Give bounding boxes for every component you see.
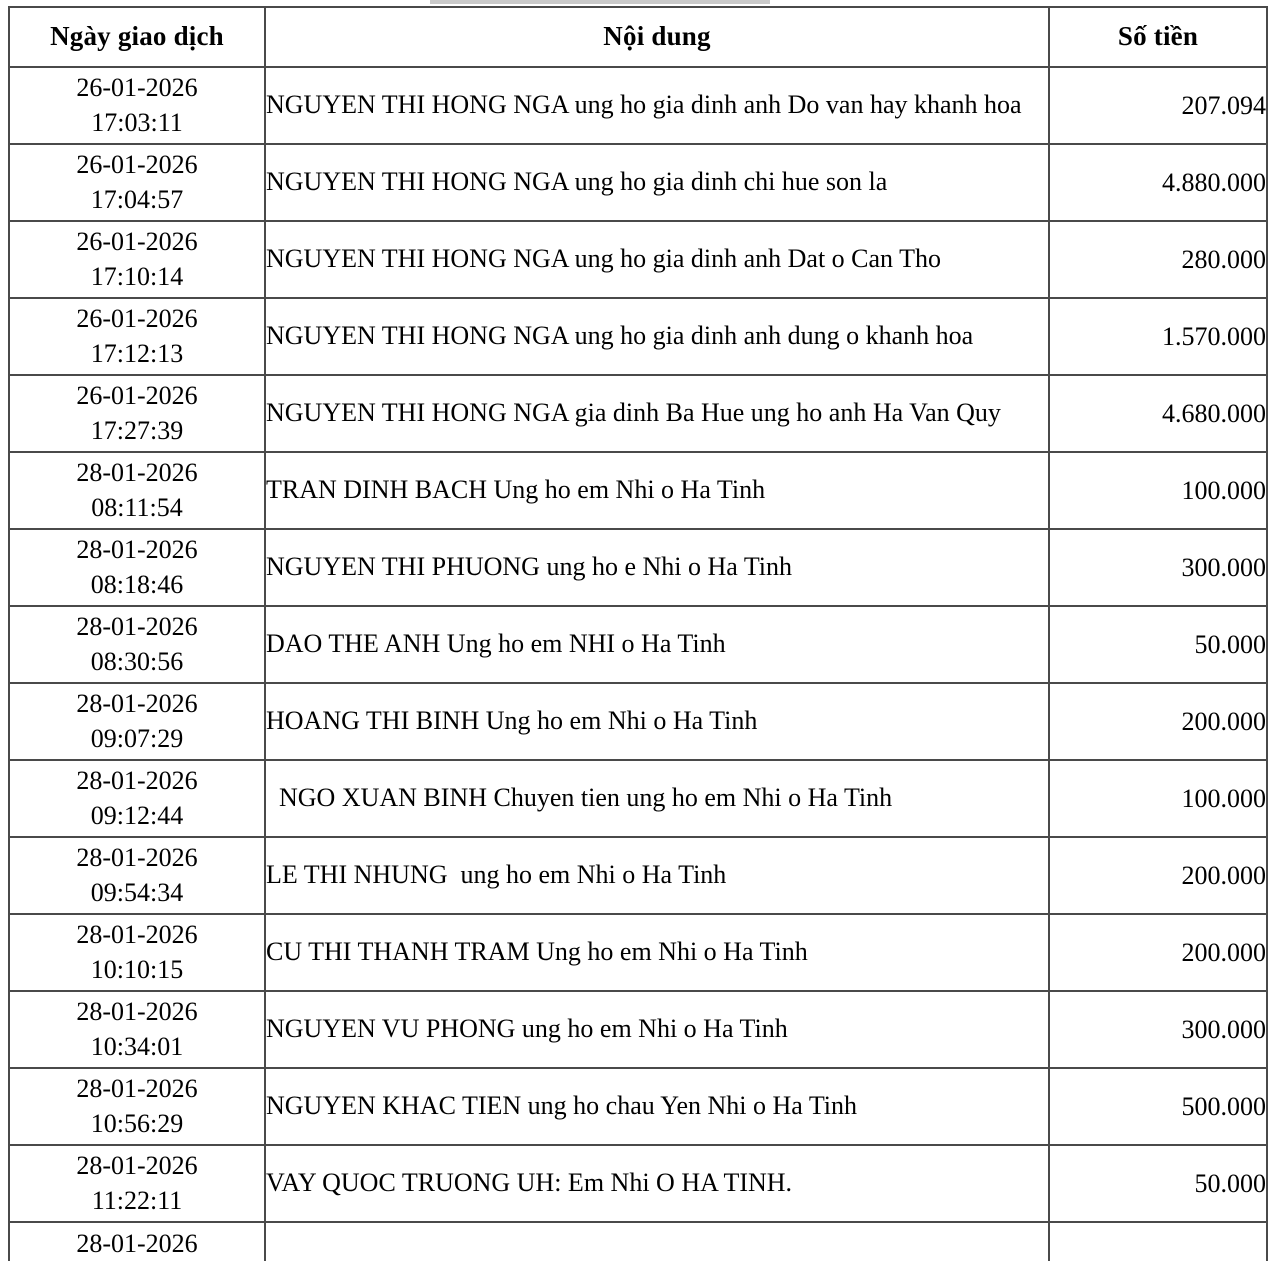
cell-transaction-date — [9, 914, 265, 991]
table-row — [9, 683, 1267, 760]
transaction-time-value: 17:04:57 — [90, 184, 184, 214]
transaction-time-value: 17:03:11 — [91, 107, 183, 137]
transaction-time-value: 08:11:54 — [91, 492, 183, 522]
transaction-table — [8, 6, 1268, 1261]
column-header-date: Ngày giao dịch — [9, 7, 265, 67]
column-header-description: Nội dung — [265, 7, 1049, 67]
cell-transaction-amount: 100.000 — [1049, 452, 1267, 529]
cell-transaction-description — [265, 1222, 1049, 1261]
scan-artifact-line — [430, 0, 770, 4]
transaction-date-value: 26-01-2026 — [76, 304, 198, 334]
transaction-time-value: 08:30:56 — [90, 646, 184, 676]
transaction-time-value: 09:12:44 — [90, 800, 184, 830]
cell-transaction-amount: 500.000 — [1049, 1068, 1267, 1145]
cell-transaction-amount: 1.570.000 — [1049, 298, 1267, 375]
cell-transaction-description: NGUYEN KHAC TIEN ung ho chau Yen Nhi o Ha Tinh — [265, 1068, 1049, 1145]
table-row — [9, 67, 1267, 144]
transaction-table-container — [8, 6, 1266, 1261]
cell-transaction-description: NGUYEN THI HONG NGA ung ho gia dinh anh Dat o Can Tho — [265, 221, 1049, 298]
cell-transaction-date — [9, 452, 265, 529]
cell-transaction-description: NGUYEN THI PHUONG ung ho e Nhi o Ha Tinh — [265, 529, 1049, 606]
table-row — [9, 298, 1267, 375]
table-row — [9, 1068, 1267, 1145]
transaction-time-value: 09:54:34 — [90, 877, 184, 907]
transaction-time-value: 17:12:13 — [90, 338, 184, 368]
cell-transaction-amount: 207.094 — [1049, 67, 1267, 144]
cell-transaction-amount: 50.000 — [1049, 1145, 1267, 1222]
table-row — [9, 452, 1267, 529]
table-row — [9, 760, 1267, 837]
cell-transaction-date — [9, 67, 265, 144]
cell-transaction-date — [9, 221, 265, 298]
cell-transaction-amount: 200.000 — [1049, 914, 1267, 991]
cell-transaction-description: NGO XUAN BINH Chuyen tien ung ho em Nhi o Ha Tinh — [265, 760, 1049, 837]
header-row — [9, 7, 1267, 67]
transaction-time-value: 17:10:14 — [90, 261, 184, 291]
cell-transaction-date — [9, 375, 265, 452]
transaction-time-value: 17:27:39 — [90, 415, 184, 445]
cell-transaction-amount: 4.680.000 — [1049, 375, 1267, 452]
transaction-time-value: 10:56:29 — [90, 1108, 184, 1138]
cell-transaction-date — [9, 991, 265, 1068]
cell-transaction-date — [9, 298, 265, 375]
cell-transaction-date — [9, 837, 265, 914]
cell-transaction-amount: 300.000 — [1049, 991, 1267, 1068]
table-row — [9, 991, 1267, 1068]
cell-transaction-description: DAO THE ANH Ung ho em NHI o Ha Tinh — [265, 606, 1049, 683]
cell-transaction-description: NGUYEN VU PHONG ung ho em Nhi o Ha Tinh — [265, 991, 1049, 1068]
table-row — [9, 914, 1267, 991]
cell-transaction-description: NGUYEN THI HONG NGA gia dinh Ba Hue ung ho anh Ha Van Quy — [265, 375, 1049, 452]
cell-transaction-date — [9, 760, 265, 837]
transaction-date-value: 28-01-2026 — [76, 997, 198, 1027]
cell-transaction-amount: 200.000 — [1049, 683, 1267, 760]
cell-transaction-description: TRAN DINH BACH Ung ho em Nhi o Ha Tinh — [265, 452, 1049, 529]
transaction-time-value: 11:22:11 — [91, 1185, 183, 1215]
cell-transaction-date — [9, 1068, 265, 1145]
column-header-amount: Số tiền — [1049, 7, 1267, 67]
table-row — [9, 221, 1267, 298]
cell-transaction-date — [9, 606, 265, 683]
transaction-time-value: 10:34:01 — [90, 1031, 184, 1061]
transaction-date-value: 26-01-2026 — [76, 73, 198, 103]
transaction-date-value: 28-01-2026 — [76, 689, 198, 719]
table-header — [9, 7, 1267, 67]
table-row-clipped — [9, 1222, 1267, 1261]
table-row — [9, 529, 1267, 606]
cell-transaction-date — [9, 683, 265, 760]
transaction-time-value: 08:18:46 — [90, 569, 184, 599]
cell-transaction-date — [9, 1222, 265, 1261]
cell-transaction-description: HOANG THI BINH Ung ho em Nhi o Ha Tinh — [265, 683, 1049, 760]
cell-transaction-date — [9, 1145, 265, 1222]
transaction-date-value: 26-01-2026 — [76, 227, 198, 257]
transaction-time-value: 10:10:15 — [90, 954, 184, 984]
cell-transaction-amount: 300.000 — [1049, 529, 1267, 606]
transaction-time-value: 09:07:29 — [90, 723, 184, 753]
cell-transaction-description: CU THI THANH TRAM Ung ho em Nhi o Ha Tinh — [265, 914, 1049, 991]
transaction-date-value: 28-01-2026 — [76, 920, 198, 950]
table-row — [9, 837, 1267, 914]
cell-transaction-amount: 50.000 — [1049, 606, 1267, 683]
cell-transaction-amount: 4.880.000 — [1049, 144, 1267, 221]
transaction-date-value: 28-01-2026 — [76, 766, 198, 796]
transaction-date-value: 28-01-2026 — [76, 1074, 198, 1104]
cell-transaction-description: VAY QUOC TRUONG UH: Em Nhi O HA TINH. — [265, 1145, 1049, 1222]
cell-transaction-description: NGUYEN THI HONG NGA ung ho gia dinh anh Do van hay khanh hoa — [265, 67, 1049, 144]
cell-transaction-amount — [1049, 1222, 1267, 1261]
table-row — [9, 144, 1267, 221]
transaction-date-value: 28-01-2026 — [76, 1229, 198, 1258]
transaction-date-value: 28-01-2026 — [76, 1151, 198, 1181]
cell-transaction-description: NGUYEN THI HONG NGA ung ho gia dinh anh dung o khanh hoa — [265, 298, 1049, 375]
table-row — [9, 606, 1267, 683]
transaction-date-value: 28-01-2026 — [76, 612, 198, 642]
cell-transaction-amount: 100.000 — [1049, 760, 1267, 837]
table-row — [9, 375, 1267, 452]
transaction-date-value: 26-01-2026 — [76, 150, 198, 180]
transaction-date-value: 28-01-2026 — [76, 458, 198, 488]
transaction-date-value: 28-01-2026 — [76, 843, 198, 873]
transaction-date-value: 26-01-2026 — [76, 381, 198, 411]
table-row — [9, 1145, 1267, 1222]
table-body — [9, 67, 1267, 1261]
cell-transaction-date — [9, 144, 265, 221]
cell-transaction-date — [9, 529, 265, 606]
cell-transaction-amount: 200.000 — [1049, 837, 1267, 914]
cell-transaction-description: NGUYEN THI HONG NGA ung ho gia dinh chi hue son la — [265, 144, 1049, 221]
transaction-date-value: 28-01-2026 — [76, 535, 198, 565]
cell-transaction-amount: 280.000 — [1049, 221, 1267, 298]
cell-transaction-description: LE THI NHUNG ung ho em Nhi o Ha Tinh — [265, 837, 1049, 914]
